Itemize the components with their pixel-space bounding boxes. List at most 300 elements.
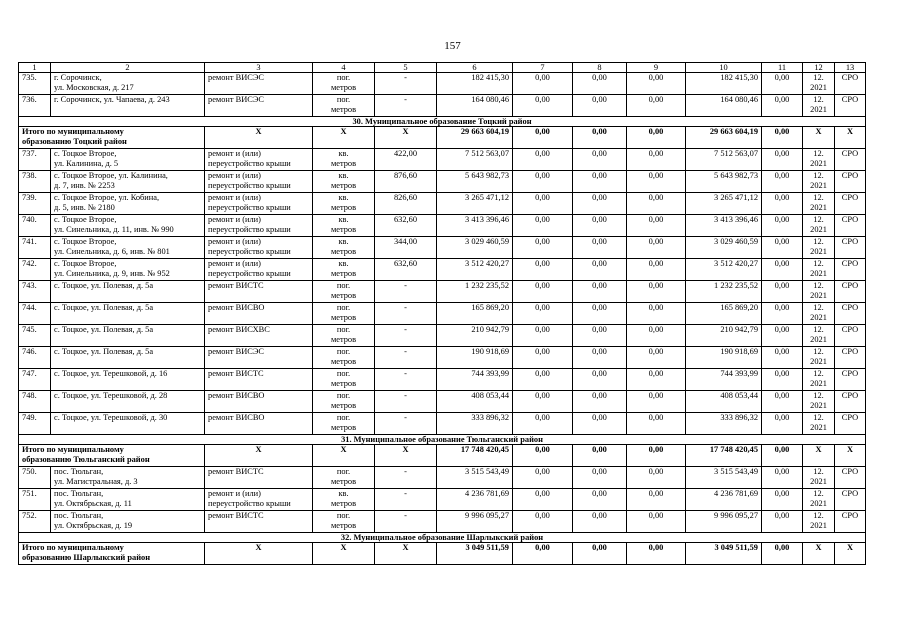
- row-col11: 0,00: [762, 303, 803, 325]
- subtotal-total: 3 049 511,59: [437, 543, 513, 565]
- row-address: [51, 281, 205, 303]
- row-unit-line: метров: [330, 423, 357, 432]
- table-body: [19, 63, 866, 565]
- row-unit-line: метров: [330, 401, 357, 410]
- row-total-cost: 210 942,79: [437, 325, 513, 347]
- row-unit: [313, 369, 375, 391]
- row-unit: [313, 95, 375, 117]
- row-unit: [313, 511, 375, 533]
- row-col9: 0,00: [627, 413, 686, 435]
- row-unit-line: пог.: [336, 95, 351, 104]
- row-work-type-line: ремонт ВИСТС: [208, 511, 264, 520]
- row-total-cost: 3 265 471,12: [437, 193, 513, 215]
- subtotal-col8: 0,00: [573, 127, 627, 149]
- row-work-type-line: ремонт ВИСЭС: [208, 347, 264, 356]
- row-work-type: [205, 413, 313, 435]
- row-work-type: [205, 325, 313, 347]
- row-unit-line: кв.: [338, 193, 349, 202]
- row-address-line: ул. Синельника, д. 11, инв. № 990: [54, 225, 174, 234]
- row-method: СРО: [835, 95, 866, 117]
- row-number: 748.: [19, 391, 51, 413]
- row-total-cost: 3 029 460,59: [437, 237, 513, 259]
- page-number: 157: [444, 40, 461, 52]
- row-col11: 0,00: [762, 413, 803, 435]
- row-col10: 5 643 982,73: [686, 171, 762, 193]
- row-date: [803, 281, 835, 303]
- subtotal-col11: 0,00: [762, 543, 803, 565]
- row-date-line: 2021: [810, 379, 827, 388]
- row-address-line: с. Тоцкое, ул. Полевая, д. 5а: [54, 325, 154, 334]
- table-row: [19, 511, 866, 533]
- row-col7: 0,00: [513, 215, 573, 237]
- row-unit-line: пог.: [336, 511, 351, 520]
- row-date-line: 12.: [813, 237, 824, 246]
- row-date-line: 2021: [810, 423, 827, 432]
- row-work-type-line: ремонт и (или): [208, 259, 261, 268]
- subtotal-col9: 0,00: [627, 543, 686, 565]
- row-col8: 0,00: [573, 303, 627, 325]
- row-unit-line: пог.: [336, 303, 351, 312]
- table-row: [19, 303, 866, 325]
- row-work-type-line: ремонт и (или): [208, 193, 261, 202]
- row-col9: 0,00: [627, 467, 686, 489]
- table-row: [19, 281, 866, 303]
- row-unit-line: метров: [330, 291, 357, 300]
- subtotal-col10: 17 748 420,45: [686, 445, 762, 467]
- row-address: [51, 369, 205, 391]
- row-number: 736.: [19, 95, 51, 117]
- row-unit: [313, 149, 375, 171]
- row-work-type: [205, 193, 313, 215]
- row-number: 741.: [19, 237, 51, 259]
- section-heading-row: [19, 117, 866, 127]
- row-total-cost: 333 896,32: [437, 413, 513, 435]
- row-work-type: [205, 467, 313, 489]
- row-quantity: 876,60: [375, 171, 437, 193]
- row-unit-line: метров: [330, 181, 357, 190]
- row-address-line: с. Тоцкое, ул. Полевая, д. 5а: [54, 281, 154, 290]
- row-unit-line: метров: [330, 313, 357, 322]
- row-col7: 0,00: [513, 73, 573, 95]
- row-col11: 0,00: [762, 467, 803, 489]
- row-quantity: -: [375, 281, 437, 303]
- row-number: 744.: [19, 303, 51, 325]
- row-address-line: д. 5, инв. № 2180: [54, 203, 115, 212]
- row-unit-line: пог.: [336, 73, 351, 82]
- row-unit: [313, 347, 375, 369]
- row-col7: 0,00: [513, 489, 573, 511]
- row-address-line: ул. Московская, д. 217: [54, 83, 134, 92]
- row-address: [51, 237, 205, 259]
- row-unit-line: пог.: [336, 413, 351, 422]
- row-date-line: 2021: [810, 225, 827, 234]
- row-address-line: с. Тоцкое, ул. Полевая, д. 5а: [54, 347, 154, 356]
- row-col11: 0,00: [762, 237, 803, 259]
- row-number: 750.: [19, 467, 51, 489]
- row-work-type: [205, 511, 313, 533]
- subtotal-col7: 0,00: [513, 543, 573, 565]
- row-unit: [313, 73, 375, 95]
- row-address-line: пос. Тюльган,: [54, 489, 104, 498]
- row-address: [51, 347, 205, 369]
- row-col9: 0,00: [627, 511, 686, 533]
- row-unit: [313, 193, 375, 215]
- row-number: 740.: [19, 215, 51, 237]
- row-col9: 0,00: [627, 95, 686, 117]
- row-col9: 0,00: [627, 369, 686, 391]
- section-heading-row: [19, 533, 866, 543]
- row-number: 742.: [19, 259, 51, 281]
- row-date-line: 2021: [810, 313, 827, 322]
- subtotal-col10: 3 049 511,59: [686, 543, 762, 565]
- row-work-type: [205, 95, 313, 117]
- row-date-line: 2021: [810, 83, 827, 92]
- row-method: СРО: [835, 259, 866, 281]
- subtotal-x5: X: [375, 445, 437, 467]
- row-col8: 0,00: [573, 215, 627, 237]
- row-date-line: 12.: [813, 193, 824, 202]
- row-unit-line: пог.: [336, 369, 351, 378]
- row-method: СРО: [835, 73, 866, 95]
- row-work-type: [205, 369, 313, 391]
- column-header-10: 10: [686, 63, 762, 73]
- row-address-line: ул. Калинина, д. 5: [54, 159, 119, 168]
- row-method: СРО: [835, 489, 866, 511]
- row-unit-line: метров: [330, 269, 357, 278]
- row-address-line: с. Тоцкое Второе,: [54, 149, 117, 158]
- row-work-type: [205, 391, 313, 413]
- row-total-cost: 3 515 543,49: [437, 467, 513, 489]
- subtotal-x12: X: [803, 543, 835, 565]
- row-address: [51, 511, 205, 533]
- row-date-line: 2021: [810, 521, 827, 530]
- row-address-line: г. Сорочинск,: [54, 73, 102, 82]
- row-unit: [313, 171, 375, 193]
- row-col7: 0,00: [513, 281, 573, 303]
- row-col11: 0,00: [762, 95, 803, 117]
- column-header-7: 7: [513, 63, 573, 73]
- row-col11: 0,00: [762, 347, 803, 369]
- row-date: [803, 391, 835, 413]
- row-address: [51, 193, 205, 215]
- row-date: [803, 303, 835, 325]
- row-unit-line: метров: [330, 203, 357, 212]
- row-col8: 0,00: [573, 281, 627, 303]
- row-date: [803, 489, 835, 511]
- subtotal-col9: 0,00: [627, 445, 686, 467]
- row-date: [803, 215, 835, 237]
- row-address-line: с. Тоцкое, ул. Полевая, д. 5а: [54, 303, 154, 312]
- row-unit: [313, 325, 375, 347]
- row-date-line: 12.: [813, 281, 824, 290]
- row-col11: 0,00: [762, 325, 803, 347]
- row-date-line: 12.: [813, 391, 824, 400]
- row-date: [803, 73, 835, 95]
- row-address-line: с. Тоцкое, ул. Терешковой, д. 28: [54, 391, 168, 400]
- row-col11: 0,00: [762, 281, 803, 303]
- row-unit-line: метров: [330, 225, 357, 234]
- table-row: [19, 259, 866, 281]
- row-col11: 0,00: [762, 193, 803, 215]
- row-number: 749.: [19, 413, 51, 435]
- row-method: СРО: [835, 237, 866, 259]
- row-date-line: 12.: [813, 369, 824, 378]
- row-col7: 0,00: [513, 149, 573, 171]
- row-work-type-line: ремонт ВИСВО: [208, 391, 265, 400]
- table-row: [19, 95, 866, 117]
- column-header-8: 8: [573, 63, 627, 73]
- row-date: [803, 95, 835, 117]
- row-work-type: [205, 259, 313, 281]
- row-number: 738.: [19, 171, 51, 193]
- row-col10: 3 413 396,46: [686, 215, 762, 237]
- row-number: 751.: [19, 489, 51, 511]
- row-work-type: [205, 215, 313, 237]
- row-quantity: -: [375, 73, 437, 95]
- row-unit-line: пог.: [336, 281, 351, 290]
- row-date-line: 2021: [810, 105, 827, 114]
- row-quantity: -: [375, 391, 437, 413]
- row-col8: 0,00: [573, 193, 627, 215]
- subtotal-total: 17 748 420,45: [437, 445, 513, 467]
- row-quantity: 632,60: [375, 259, 437, 281]
- row-unit-line: метров: [330, 247, 357, 256]
- row-work-type: [205, 171, 313, 193]
- row-col9: 0,00: [627, 489, 686, 511]
- row-col8: 0,00: [573, 325, 627, 347]
- row-total-cost: 1 232 235,52: [437, 281, 513, 303]
- subtotal-row: [19, 543, 866, 565]
- row-date-line: 12.: [813, 413, 824, 422]
- row-unit-line: метров: [330, 105, 357, 114]
- subtotal-label-line: Итого по муниципальному: [22, 127, 124, 136]
- row-unit: [313, 489, 375, 511]
- row-unit: [313, 281, 375, 303]
- row-unit: [313, 215, 375, 237]
- subtotal-x12: X: [803, 445, 835, 467]
- row-col10: 3 265 471,12: [686, 193, 762, 215]
- row-col9: 0,00: [627, 215, 686, 237]
- row-method: СРО: [835, 347, 866, 369]
- row-date-line: 12.: [813, 149, 824, 158]
- row-col7: 0,00: [513, 347, 573, 369]
- row-quantity: -: [375, 303, 437, 325]
- row-col11: 0,00: [762, 511, 803, 533]
- row-date: [803, 259, 835, 281]
- row-date-line: 2021: [810, 291, 827, 300]
- row-unit-line: метров: [330, 379, 357, 388]
- row-work-type-line: ремонт и (или): [208, 489, 261, 498]
- table-row: [19, 171, 866, 193]
- row-address: [51, 413, 205, 435]
- subtotal-label: [19, 543, 205, 565]
- row-col10: 744 393,99: [686, 369, 762, 391]
- column-header-5: 5: [375, 63, 437, 73]
- row-col9: 0,00: [627, 73, 686, 95]
- row-address-line: с. Тоцкое Второе, ул. Кобина,: [54, 193, 160, 202]
- row-col11: 0,00: [762, 369, 803, 391]
- row-address-line: ул. Октябрьская, д. 11: [54, 499, 132, 508]
- row-col10: 408 053,44: [686, 391, 762, 413]
- row-col7: 0,00: [513, 303, 573, 325]
- column-header-4: 4: [313, 63, 375, 73]
- column-header-9: 9: [627, 63, 686, 73]
- subtotal-x4: X: [313, 127, 375, 149]
- row-work-type: [205, 237, 313, 259]
- row-work-type-line: переустройство крыши: [208, 269, 291, 278]
- table-row: [19, 237, 866, 259]
- row-unit: [313, 259, 375, 281]
- table-row: [19, 369, 866, 391]
- row-col10: 3 512 420,27: [686, 259, 762, 281]
- row-col10: 190 918,69: [686, 347, 762, 369]
- column-header-2: 2: [51, 63, 205, 73]
- subtotal-x3: X: [205, 445, 313, 467]
- subtotal-total: 29 663 604,19: [437, 127, 513, 149]
- column-header-13: 13: [835, 63, 866, 73]
- row-unit-line: кв.: [338, 489, 349, 498]
- row-quantity: 422,00: [375, 149, 437, 171]
- table-row: [19, 489, 866, 511]
- subtotal-row: [19, 445, 866, 467]
- row-date-line: 2021: [810, 499, 827, 508]
- row-col8: 0,00: [573, 73, 627, 95]
- row-col8: 0,00: [573, 511, 627, 533]
- row-method: СРО: [835, 281, 866, 303]
- row-date-line: 12.: [813, 171, 824, 180]
- row-col10: 3 029 460,59: [686, 237, 762, 259]
- row-method: СРО: [835, 391, 866, 413]
- row-address: [51, 259, 205, 281]
- row-total-cost: 4 236 781,69: [437, 489, 513, 511]
- row-total-cost: 9 996 095,27: [437, 511, 513, 533]
- row-col7: 0,00: [513, 237, 573, 259]
- row-col9: 0,00: [627, 237, 686, 259]
- subtotal-col11: 0,00: [762, 445, 803, 467]
- row-number: 739.: [19, 193, 51, 215]
- row-total-cost: 165 869,20: [437, 303, 513, 325]
- row-quantity: -: [375, 325, 437, 347]
- row-total-cost: 3 512 420,27: [437, 259, 513, 281]
- row-unit: [313, 237, 375, 259]
- row-unit-line: метров: [330, 335, 357, 344]
- subtotal-label-line: образованию Тюльганский район: [22, 455, 150, 464]
- row-col8: 0,00: [573, 347, 627, 369]
- row-method: СРО: [835, 149, 866, 171]
- row-date-line: 12.: [813, 259, 824, 268]
- row-col7: 0,00: [513, 413, 573, 435]
- row-col11: 0,00: [762, 171, 803, 193]
- row-address-line: пос. Тюльган,: [54, 511, 104, 520]
- row-work-type-line: переустройство крыши: [208, 225, 291, 234]
- subtotal-x4: X: [313, 445, 375, 467]
- row-address-line: с. Тоцкое Второе, ул. Калинина,: [54, 171, 168, 180]
- row-col10: 333 896,32: [686, 413, 762, 435]
- subtotal-label-line: Итого по муниципальному: [22, 445, 124, 454]
- row-date-line: 12.: [813, 215, 824, 224]
- column-header-12: 12: [803, 63, 835, 73]
- subtotal-label-line: Итого по муниципальному: [22, 543, 124, 552]
- row-quantity: -: [375, 95, 437, 117]
- subtotal-label-line: образованию Шарлыкский район: [22, 553, 151, 562]
- column-header-11: 11: [762, 63, 803, 73]
- row-unit-line: пог.: [336, 347, 351, 356]
- row-date-line: 12.: [813, 325, 824, 334]
- column-number-header: [19, 63, 866, 73]
- row-address: [51, 171, 205, 193]
- row-work-type-line: переустройство крыши: [208, 203, 291, 212]
- row-work-type: [205, 347, 313, 369]
- row-address-line: д. 7, инв. № 2253: [54, 181, 115, 190]
- row-work-type-line: ремонт ВИСЭС: [208, 95, 264, 104]
- row-date-line: 12.: [813, 303, 824, 312]
- row-col7: 0,00: [513, 369, 573, 391]
- row-total-cost: 744 393,99: [437, 369, 513, 391]
- table-row: [19, 391, 866, 413]
- row-quantity: -: [375, 369, 437, 391]
- row-work-type-line: ремонт ВИСЭС: [208, 73, 264, 82]
- row-unit-line: пог.: [336, 325, 351, 334]
- row-col11: 0,00: [762, 149, 803, 171]
- row-col8: 0,00: [573, 369, 627, 391]
- row-work-type-line: переустройство крыши: [208, 159, 291, 168]
- subtotal-x12: X: [803, 127, 835, 149]
- subtotal-x4: X: [313, 543, 375, 565]
- row-address: [51, 215, 205, 237]
- row-number: 752.: [19, 511, 51, 533]
- row-unit: [313, 467, 375, 489]
- row-col11: 0,00: [762, 259, 803, 281]
- row-method: СРО: [835, 171, 866, 193]
- row-col8: 0,00: [573, 171, 627, 193]
- row-address-line: ул. Синельника, д. 6, инв. № 801: [54, 247, 170, 256]
- row-col9: 0,00: [627, 281, 686, 303]
- subtotal-x5: X: [375, 543, 437, 565]
- row-unit: [313, 413, 375, 435]
- row-col9: 0,00: [627, 325, 686, 347]
- row-method: СРО: [835, 215, 866, 237]
- row-date-line: 12.: [813, 489, 824, 498]
- row-col9: 0,00: [627, 193, 686, 215]
- row-total-cost: 3 413 396,46: [437, 215, 513, 237]
- row-col9: 0,00: [627, 347, 686, 369]
- subtotal-x13: X: [835, 445, 866, 467]
- row-unit: [313, 391, 375, 413]
- row-col10: 3 515 543,49: [686, 467, 762, 489]
- row-method: СРО: [835, 413, 866, 435]
- row-method: СРО: [835, 467, 866, 489]
- row-unit: [313, 303, 375, 325]
- row-address-line: с. Тоцкое Второе,: [54, 259, 117, 268]
- section-heading: 32. Муниципальное образование Шарлыкский район: [19, 533, 866, 543]
- row-col7: 0,00: [513, 95, 573, 117]
- row-col11: 0,00: [762, 73, 803, 95]
- row-unit-line: кв.: [338, 215, 349, 224]
- row-address: [51, 95, 205, 117]
- repair-register-table: [18, 62, 866, 565]
- row-unit-line: метров: [330, 83, 357, 92]
- row-address-line: ул. Октябрьская, д. 19: [54, 521, 133, 530]
- row-col7: 0,00: [513, 171, 573, 193]
- row-date-line: 12.: [813, 347, 824, 356]
- row-total-cost: 7 512 563,07: [437, 149, 513, 171]
- row-date: [803, 413, 835, 435]
- column-header-6: 6: [437, 63, 513, 73]
- row-number: 745.: [19, 325, 51, 347]
- row-number: 743.: [19, 281, 51, 303]
- row-date-line: 2021: [810, 159, 827, 168]
- row-address: [51, 303, 205, 325]
